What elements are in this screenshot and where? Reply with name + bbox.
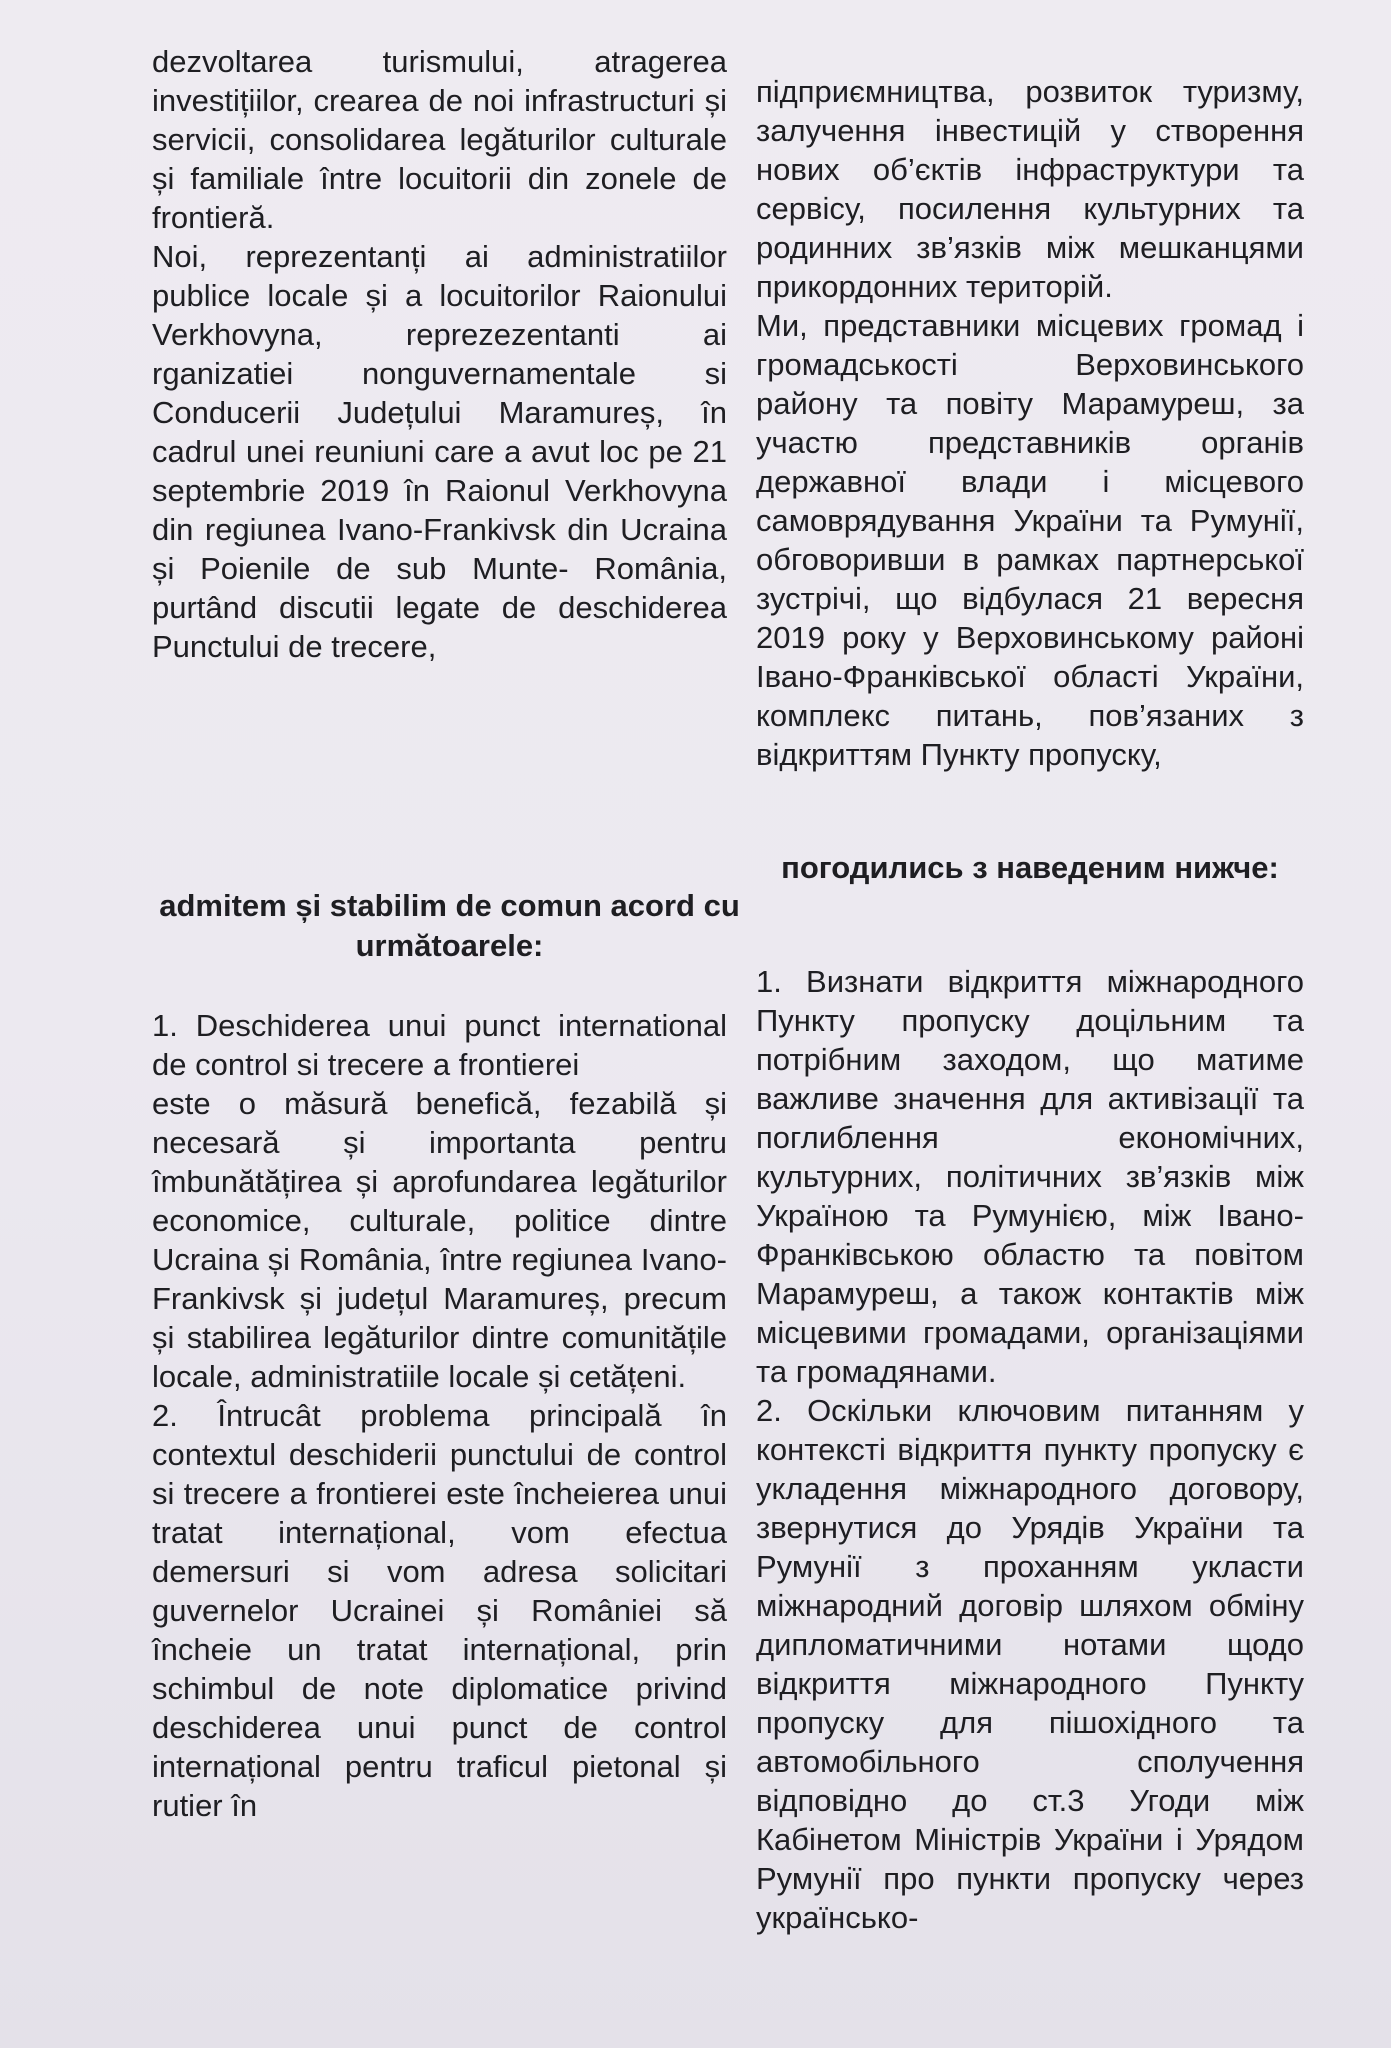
ro-intro-paragraph: dezvoltarea turismului, atragerea investițiilor, crearea de noi infrastructuri și servicii, consolidarea legăturilor culturale și familiale între locuitorii din zonele de frontieră. <box>152 44 727 235</box>
ua-item-1: 1. Визнати відкриття міжнародного Пункту пропуску доцільним та потрібним заходом, що матиме важливе значення для активізації та поглиблення економічних, культурних, політичних зв’язків між Україною та Румунією, між Івано-Франківською областю та повітом Марамуреш, а також контактів між місцевими громадами, організаціями та громадянами. <box>756 964 1304 1389</box>
ro-item-1-heading: 1. Deschiderea unui punct international de control si trecere a frontierei <box>152 1008 727 1082</box>
ua-representatives-paragraph: Ми, представники місцевих громад і громадськості Верховинського району та повіту Марамуреш, за участю представників органів державної влади і місцевого самоврядування України та Румунії, обговоривши в рамках партнерської зустрічі, що відбулася 21 вересня 2019 року у Верховинському районі Івано-Франківської області України, комплекс питань, пов’язаних з відкриттям Пункту пропуску, <box>756 308 1304 772</box>
ua-items-block <box>756 962 1304 1937</box>
ua-agreement-heading: погодились з наведеним нижче: <box>781 850 1279 885</box>
ro-item-1-body: este o măsură benefică, fezabilă și necesară și importanta pentru îmbunătățirea și aprofundarea legăturilor economice, culturale, politice dintre Ucraina și România, între regiunea Ivano-Frankivsk și județul Maramureș, precum și stabilirea legăturilor dintre comunitățile locale, administratiile locale și cetățeni. <box>152 1086 727 1394</box>
ro-agreement-heading: admitem și stabilim de comun acord cu următoarele: <box>159 888 740 963</box>
ua-intro-paragraph: підприємництва, розвиток туризму, залучення інвестицій у створення нових об’єктів інфраструктури та сервісу, посилення культурних та родинних зв’язків між мешканцями прикордонних територій. <box>756 74 1304 304</box>
ro-items-block <box>152 1006 727 1825</box>
ro-top-block <box>152 42 727 666</box>
ro-item-2: 2. Întrucât problema principală în contextul deschiderii punctului de control si trecere a frontierei este încheierea unui tratat internațional, vom efectua demersuri si vom adresa solicitari guvernelor Ucrainei și României să încheie un tratat internațional, prin schimbul de note diplomatice privind deschiderea unui punct de control internațional pentru traficul pietonal și rutier în <box>152 1398 727 1823</box>
ua-item-2: 2. Оскільки ключовим питанням у контексті відкриття пункту пропуску є укладення міжнародного договору, звернутися до Урядів України та Румунії з проханням укласти міжнародний договір шляхом обміну дипломатичними нотами щодо відкриття міжнародного Пункту пропуску для пішохідного та автомобільного сполучення відповідно до ст.3 Угоди між Кабінетом Міністрів України і Урядом Румунії про пункти пропуску через українсько- <box>756 1393 1304 1935</box>
ua-top-block <box>756 72 1304 774</box>
ro-representatives-paragraph: Noi, reprezentanți ai administratiilor publice locale și a locuitorilor Raionului Verkhovyna, reprezezentanti ai rganizatiei nonguvernamentale si Conducerii Județului Maramureș, în cadrul unei reuniuni care a avut loc pe 21 septembrie 2019 în Raionul Verkhovyna din regiunea Ivano-Frankivsk din Ucraina și Poienile de sub Munte- România, purtând discutii legate de deschiderea Punctului de trecere, <box>152 239 727 664</box>
